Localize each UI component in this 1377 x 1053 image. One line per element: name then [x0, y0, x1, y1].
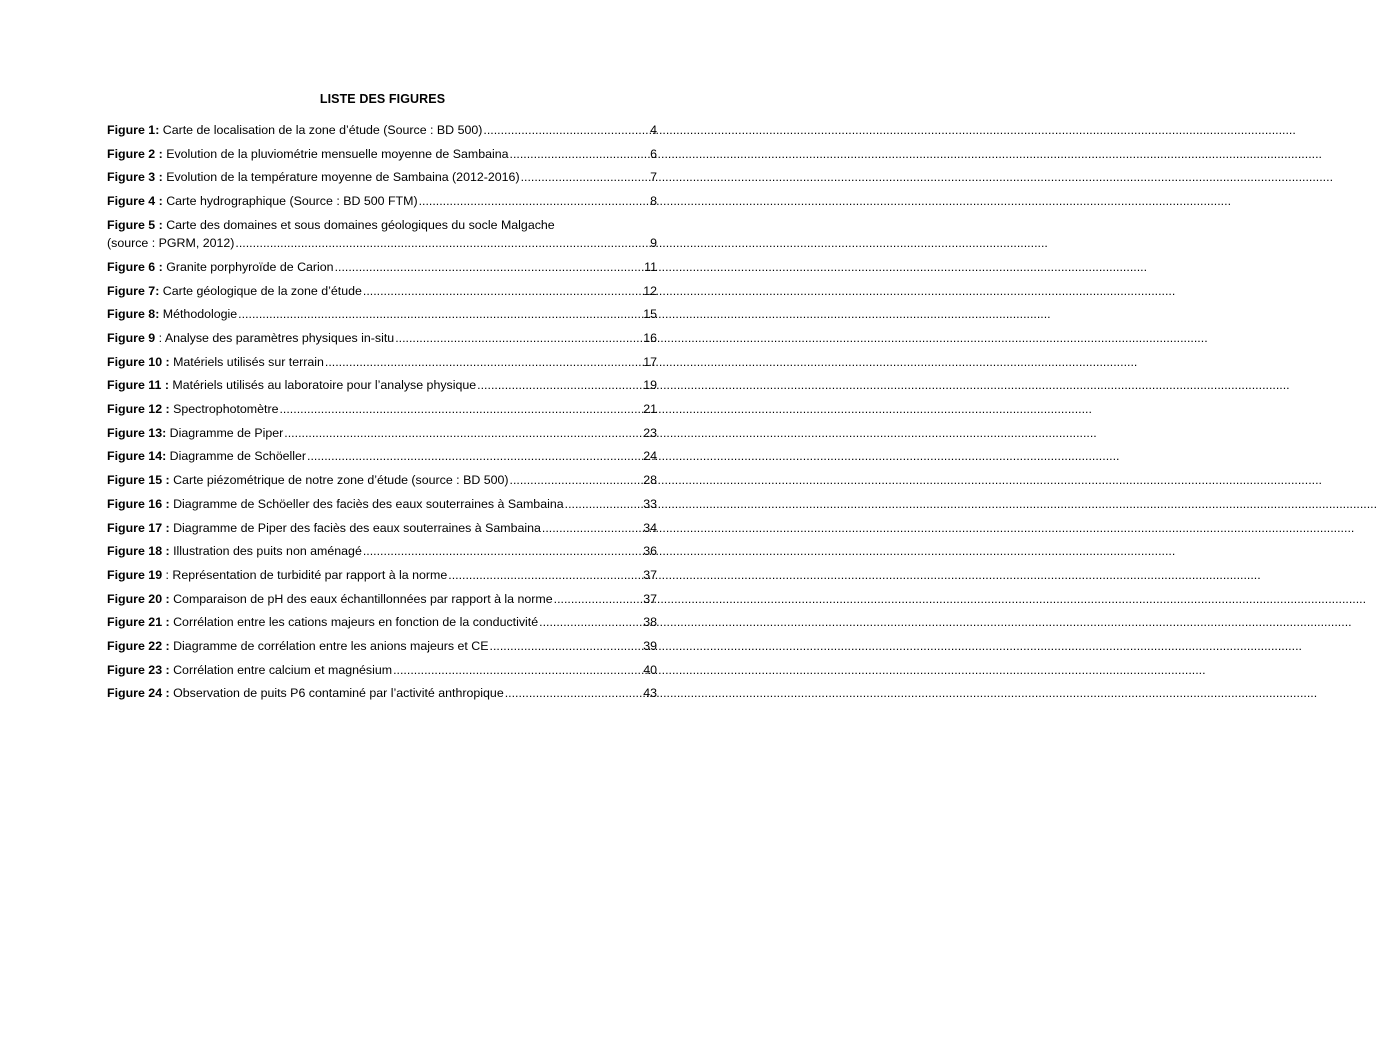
leader-dots — [307, 449, 642, 464]
leader-dots — [477, 378, 642, 393]
page-number: 8 — [650, 194, 657, 209]
list-item — [107, 521, 657, 536]
list-item — [107, 218, 657, 252]
list-item — [107, 639, 657, 654]
figure-label: Figure 20 : — [107, 591, 170, 606]
figure-caption: Observation de puits P6 contaminé par l’activité anthropique — [169, 686, 504, 701]
figure-label: Figure 10 : — [107, 354, 170, 369]
list-item — [107, 307, 657, 322]
list-item — [107, 663, 657, 678]
leader-dots — [542, 521, 642, 536]
page-number: 28 — [643, 473, 657, 488]
page-number: 9 — [650, 236, 657, 251]
figure-label: Figure 21 : — [107, 615, 170, 630]
leader-dots — [335, 260, 644, 275]
figure-caption: Méthodologie — [159, 307, 238, 322]
leader-dots — [521, 170, 650, 185]
figure-label: Figure 19 — [107, 567, 163, 582]
list-item — [107, 284, 657, 299]
list-item — [107, 194, 657, 209]
leader-dots — [565, 497, 643, 512]
figure-label: Figure 8: — [107, 307, 160, 322]
leader-dots — [363, 284, 642, 299]
page-number: 24 — [643, 449, 657, 464]
leader-dots — [363, 544, 642, 559]
leader-dots — [539, 615, 642, 630]
figure-label: Figure 2 : — [107, 146, 163, 161]
page-number: 6 — [650, 146, 657, 161]
figure-caption: Diagramme de Piper des faciès des eaux souterraines à Sambaina — [169, 520, 541, 535]
page-number: 19 — [643, 378, 657, 393]
figure-caption: Corrélation entre les cations majeurs en fonction de la conductivité — [169, 615, 539, 630]
page-number: 37 — [643, 567, 657, 582]
figure-caption: Evolution de la température moyenne de Sambaina (2012-2016) — [162, 170, 520, 185]
list-item — [107, 355, 657, 370]
page-title: LISTE DES FIGURES — [319, 92, 446, 106]
list-item — [107, 378, 657, 393]
page-number: 21 — [643, 402, 657, 417]
list-item — [107, 568, 657, 583]
figure-caption: Evolution de la pluviométrie mensuelle moyenne de Sambaina — [162, 146, 509, 161]
figure-list — [107, 123, 657, 710]
leader-dots — [325, 355, 642, 370]
list-item — [107, 497, 657, 512]
page-number: 36 — [643, 544, 657, 559]
list-item — [107, 331, 657, 346]
list-item — [107, 123, 657, 138]
page-number: 15 — [643, 307, 657, 322]
leader-dots — [393, 663, 642, 678]
figure-caption: Matériels utilisés au laboratoire pour l’analyse physique — [168, 378, 477, 393]
page-number: 7 — [650, 170, 657, 185]
figure-caption: Carte hydrographique (Source : BD 500 FTM) — [162, 194, 418, 209]
page-number: 16 — [643, 331, 657, 345]
figure-caption: Diagramme de corrélation entre les anions majeurs et CE — [169, 638, 489, 653]
leader-dots — [235, 236, 649, 251]
figure-caption: Corrélation entre calcium et magnésium — [169, 662, 393, 677]
list-item — [107, 615, 657, 630]
page-number: 23 — [643, 425, 657, 440]
figure-label: Figure 12 : — [107, 402, 170, 417]
figure-label: Figure 6 : — [107, 259, 163, 274]
list-item — [107, 686, 657, 701]
list-item — [107, 170, 657, 185]
figure-caption: Illustration des puits non aménagé — [169, 544, 362, 559]
leader-dots — [510, 473, 643, 488]
page-number: 37 — [643, 591, 657, 606]
figure-label: Figure 24 : — [107, 686, 170, 701]
list-item — [107, 260, 657, 275]
figure-label: Figure 15 : — [107, 473, 170, 488]
leader-dots — [490, 639, 643, 654]
figure-caption: Spectrophotomètre — [169, 402, 279, 417]
page-number: 33 — [643, 496, 657, 511]
figure-caption: Carte géologique de la zone d’étude — [159, 283, 362, 298]
page-number: 12 — [643, 283, 657, 298]
figure-caption: Carte des domaines et sous domaines géologiques du socle Malgache — [162, 217, 555, 232]
figure-label: Figure 4 : — [107, 194, 163, 209]
leader-dots — [419, 194, 650, 209]
figure-label: Figure 5 : — [107, 217, 163, 232]
leader-dots — [395, 331, 642, 346]
list-item — [107, 402, 657, 417]
figure-label: Figure 18 : — [107, 544, 170, 559]
page-number: 34 — [643, 520, 657, 535]
list-item — [107, 473, 657, 488]
page-number: 40 — [643, 662, 657, 677]
page-number: 11 — [644, 259, 657, 274]
figure-caption: Comparaison de pH des eaux échantillonnées par rapport à la norme — [169, 591, 553, 606]
figure-caption: Granite porphyroïde de Carion — [162, 259, 334, 274]
page-number: 4 — [650, 123, 657, 137]
figure-caption: Matériels utilisés sur terrain — [169, 354, 324, 369]
list-item — [107, 449, 657, 464]
figure-caption-continued: (source : PGRM, 2012) — [107, 236, 235, 251]
leader-dots — [238, 307, 642, 322]
figure-label: Figure 3 : — [107, 170, 163, 185]
leader-dots — [505, 686, 642, 701]
figure-caption: : Représentation de turbidité par rapport à la norme — [162, 567, 448, 582]
figure-label: Figure 23 : — [107, 662, 170, 677]
list-item — [107, 147, 657, 162]
figure-caption: Diagramme de Schöeller des faciès des eaux souterraines à Sambaina — [169, 496, 564, 511]
figure-label: Figure 17 : — [107, 520, 170, 535]
list-item — [107, 544, 657, 559]
figure-caption: Carte de localisation de la zone d’étude (Source : BD 500) — [159, 123, 483, 137]
leader-dots — [279, 402, 642, 417]
page-number: 17 — [643, 354, 657, 369]
leader-dots — [483, 123, 649, 138]
figure-label: Figure 11 : — [107, 378, 169, 393]
page-number: 38 — [643, 615, 657, 630]
figure-caption: : Analyse des paramètres physiques in-situ — [155, 331, 395, 345]
figure-label: Figure 9 — [107, 331, 156, 345]
leader-dots — [554, 592, 643, 607]
page-number: 43 — [643, 686, 657, 701]
figure-label: Figure 16 : — [107, 496, 170, 511]
leader-dots — [448, 568, 642, 583]
figure-caption: Diagramme de Schöeller — [166, 449, 307, 464]
figure-caption: Diagramme de Piper — [166, 425, 284, 440]
list-item — [107, 592, 657, 607]
page-number: 39 — [643, 638, 657, 653]
figure-caption: Carte piézométrique de notre zone d’étude (source : BD 500) — [169, 473, 509, 488]
leader-dots — [510, 147, 650, 162]
figure-label: Figure 7: — [107, 283, 160, 298]
figure-label: Figure 13: — [107, 425, 167, 440]
leader-dots — [284, 426, 642, 441]
figure-label: Figure 22 : — [107, 638, 170, 653]
figure-label: Figure 14: — [107, 449, 167, 464]
list-item — [107, 426, 657, 441]
figure-label: Figure 1: — [107, 123, 160, 137]
